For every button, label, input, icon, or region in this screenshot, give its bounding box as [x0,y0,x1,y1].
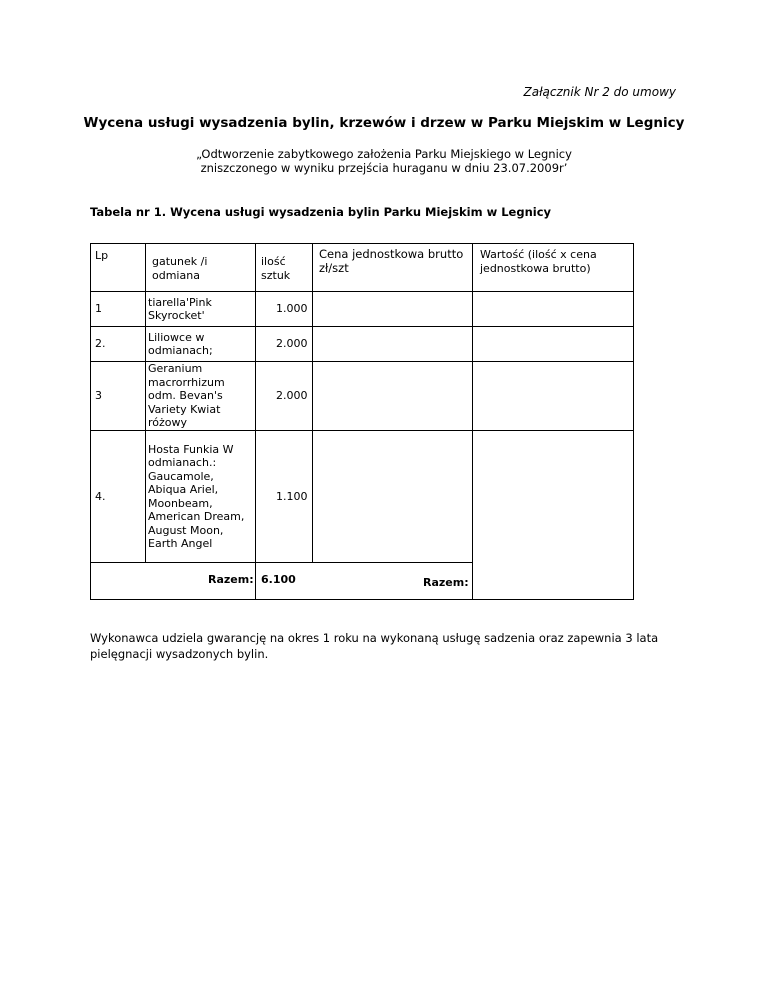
guarantee-note: Wykonawca udziela gwarancję na okres 1 roku na wykonaną usługę sadzenia oraz zapewnia 3 lata pielęgnacji wysadzonych bylin. [90,631,659,661]
table-border-top [90,243,634,244]
row-4-quantity: 1.100 [276,489,308,503]
row-2-quantity: 2.000 [276,337,308,351]
col-sep-4 [472,243,473,600]
table-caption: Tabela nr 1. Wycena usługi wysadzenia bylin Parku Miejskim w Legnicy [90,205,552,219]
header-variety: gatunek /i odmiana [152,255,208,282]
total-label-left: Razem: [208,573,254,586]
row-1-quantity: 1.000 [276,302,308,316]
row-2-variety: Liliowce w odmianach; [148,330,213,357]
table-border-bottom [90,599,634,600]
row-3-lp: 3 [95,389,102,403]
row-3-variety: Geranium macrorrhizum odm. Bevan's Variety Kwiat różowy [148,362,225,430]
row-4-lp: 4. [95,489,106,503]
row-sep-4 [90,562,473,563]
table-border-right [633,243,634,600]
subtitle-line-1: „Odtworzenie zabytkowego założenia Parku Miejskiego w Legnicy [196,147,572,161]
row-3-quantity: 2.000 [276,389,308,403]
total-label-right: Razem: [423,576,469,589]
table-border-left [90,243,91,600]
document-subtitle [0,147,768,175]
total-quantity: 6.100 [261,573,296,586]
row-1-lp: 1 [95,302,102,316]
header-unit-price: Cena jednostkowa brutto zł/szt [319,247,464,275]
header-lp: Lp [95,249,109,262]
document-title: Wycena usługi wysadzenia bylin, krzewów i drzew w Parku Miejskim w Legnicy [83,115,685,131]
header-value: Wartość (ilość x cena jednostkowa brutto) [480,248,597,275]
col-sep-2 [255,243,256,600]
pricing-table [90,243,634,600]
row-4-variety: Hosta Funkia W odmianach.: Gaucamole, Abiqua Ariel, Moonbeam, American Dream, August Moon, Earth Angel [148,442,245,550]
row-2-lp: 2. [95,337,106,351]
header-quantity: ilość sztuk [261,255,291,282]
row-1-variety: tiarella'Pink Skyrocket' [148,295,212,322]
annex-label: Załącznik Nr 2 do umowy [523,85,676,99]
subtitle-line-2: zniszczonego w wyniku przejścia huraganu w dniu 23.07.2009r’ [200,161,568,175]
